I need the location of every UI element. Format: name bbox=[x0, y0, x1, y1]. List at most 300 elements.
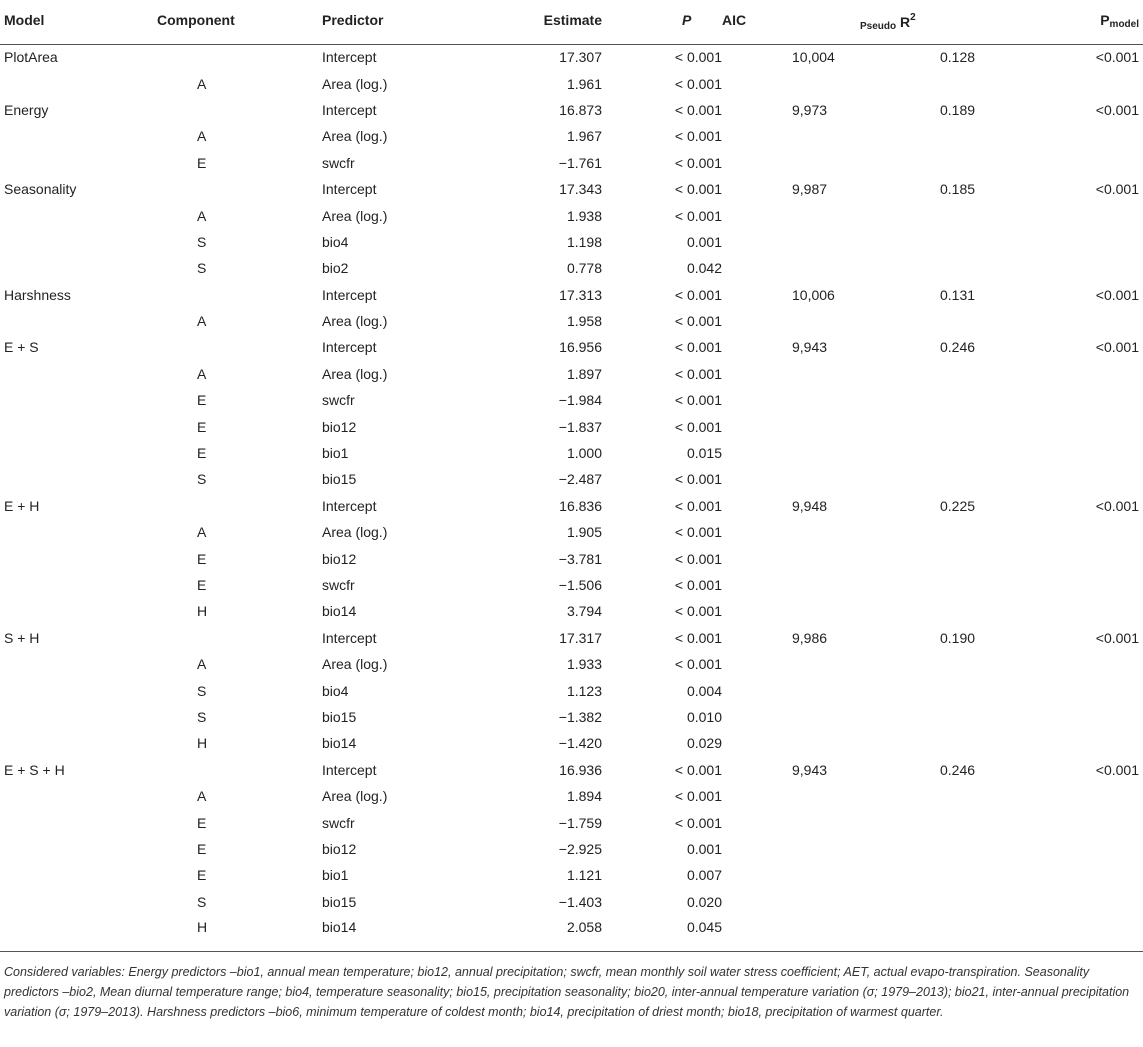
table-row bbox=[0, 545, 1143, 571]
cell-pmodel bbox=[1000, 202, 1143, 228]
cell-aic bbox=[722, 836, 860, 862]
table-footnote: Considered variables: Energy predictors –bio1, annual mean temperature; bio12, annual precipitation; swcfr, mean monthly soil water stress coefficient; AET, actual evapo-transpiration. Seasonality predictors –bio2, Mean diurnal temperature range; bio4, temperature seasonality; bio15, precipitation seasonality; bio20, inter-annual temperature variation (σ; 1979–2013); bio21, inter-annual precipitation variation (σ; 1979–2013). Harshness predictors –bio6, minimum temperature of coldest month; bio14, precipitation of driest month; bio18, precipitation of warmest quarter. bbox=[4, 964, 1130, 1019]
cell-p-value: 0.020 bbox=[686, 893, 722, 910]
cell-component: A bbox=[197, 313, 207, 330]
cell-estimate: 16.836 bbox=[559, 497, 602, 514]
cell-aic: 9,986 bbox=[792, 629, 828, 646]
cell-p-value: < 0.001 bbox=[674, 788, 722, 805]
cell-predictor: bio14 bbox=[322, 735, 357, 752]
cell-pseudo-r2 bbox=[860, 70, 1000, 96]
table-row bbox=[0, 440, 1143, 466]
cell-pmodel bbox=[1000, 572, 1143, 598]
cell-aic bbox=[722, 70, 860, 96]
cell-pseudo-r2 bbox=[860, 387, 1000, 413]
table-row bbox=[0, 176, 1143, 202]
cell-estimate: 2.058 bbox=[486, 915, 602, 952]
header-pmodel-sub: model bbox=[1109, 19, 1139, 30]
cell-aic bbox=[722, 545, 860, 571]
cell-pseudo-r2 bbox=[860, 862, 1000, 888]
cell-pmodel bbox=[1000, 862, 1143, 888]
table-row bbox=[0, 229, 1143, 255]
cell-estimate: 1.123 bbox=[566, 682, 602, 699]
cell-aic bbox=[722, 677, 860, 703]
cell-pmodel bbox=[1000, 651, 1143, 677]
header-pmodel-base: P bbox=[1100, 12, 1110, 28]
table-row bbox=[0, 466, 1143, 492]
table-row bbox=[0, 598, 1143, 624]
cell-component: A bbox=[197, 128, 207, 145]
cell-estimate: 3.794 bbox=[566, 603, 602, 620]
cell-model bbox=[0, 572, 157, 598]
table-row bbox=[0, 282, 1143, 308]
cell-p-value: < 0.001 bbox=[674, 471, 722, 488]
cell-pmodel: <0.001 bbox=[1095, 286, 1139, 303]
cell-aic bbox=[722, 413, 860, 439]
cell-pmodel bbox=[1000, 466, 1143, 492]
cell-pmodel bbox=[1000, 783, 1143, 809]
cell-model bbox=[0, 783, 157, 809]
header-row bbox=[0, 0, 1143, 44]
cell-pmodel bbox=[1000, 70, 1143, 96]
cell-predictor: bio1 bbox=[322, 445, 349, 462]
cell-estimate: −1.403 bbox=[558, 893, 602, 910]
cell-component bbox=[157, 757, 322, 783]
cell-pmodel bbox=[1000, 413, 1143, 439]
cell-pseudo-r2 bbox=[860, 519, 1000, 545]
cell-p-value: < 0.001 bbox=[674, 497, 722, 514]
cell-p-value: 0.042 bbox=[686, 260, 722, 277]
cell-p-value: 0.045 bbox=[602, 915, 722, 952]
header-model: Model bbox=[0, 0, 157, 44]
cell-estimate: −1.382 bbox=[558, 708, 602, 725]
cell-estimate: 16.873 bbox=[559, 101, 602, 118]
cell-p-value: < 0.001 bbox=[674, 101, 722, 118]
header-pseudo-prefix: Pseudo bbox=[860, 21, 897, 32]
header-pseudo-r2 bbox=[860, 0, 1000, 44]
cell-pmodel bbox=[1000, 915, 1143, 952]
cell-p-value: < 0.001 bbox=[674, 603, 722, 620]
cell-aic: 10,006 bbox=[792, 286, 835, 303]
table-row bbox=[0, 862, 1143, 888]
cell-model: Harshness bbox=[4, 286, 71, 303]
cell-estimate: 16.956 bbox=[559, 339, 602, 356]
cell-p-value: < 0.001 bbox=[674, 761, 722, 778]
cell-model bbox=[0, 308, 157, 334]
table-row bbox=[0, 730, 1143, 756]
table-body bbox=[0, 44, 1143, 951]
cell-model bbox=[0, 202, 157, 228]
table-row bbox=[0, 651, 1143, 677]
cell-pmodel bbox=[1000, 889, 1143, 915]
cell-aic bbox=[722, 730, 860, 756]
cell-component: E bbox=[197, 154, 207, 171]
cell-p-value: < 0.001 bbox=[674, 154, 722, 171]
cell-pseudo-r2 bbox=[860, 413, 1000, 439]
cell-aic bbox=[722, 308, 860, 334]
cell-component: A bbox=[197, 788, 207, 805]
cell-model bbox=[0, 70, 157, 96]
cell-estimate: −1.759 bbox=[558, 814, 602, 831]
cell-pseudo-r2 bbox=[860, 255, 1000, 281]
cell-predictor: bio4 bbox=[322, 682, 349, 699]
cell-pseudo-r2: 0.225 bbox=[940, 497, 976, 514]
cell-pseudo-r2 bbox=[860, 651, 1000, 677]
cell-aic bbox=[722, 572, 860, 598]
cell-component: E bbox=[197, 418, 207, 435]
cell-predictor: Intercept bbox=[322, 181, 377, 198]
cell-estimate: 1.933 bbox=[566, 656, 602, 673]
cell-pseudo-r2 bbox=[860, 466, 1000, 492]
cell-estimate: 1.121 bbox=[566, 867, 602, 884]
table-row bbox=[0, 150, 1143, 176]
cell-aic: 9,943 bbox=[792, 339, 828, 356]
cell-p-value: 0.004 bbox=[686, 682, 722, 699]
cell-predictor: Area (log.) bbox=[322, 788, 388, 805]
cell-pseudo-r2 bbox=[860, 809, 1000, 835]
cell-component: H bbox=[197, 735, 208, 752]
cell-p-value: < 0.001 bbox=[674, 656, 722, 673]
cell-component bbox=[157, 176, 322, 202]
cell-p-value: < 0.001 bbox=[674, 49, 722, 66]
cell-model: E + S bbox=[4, 339, 39, 356]
cell-pseudo-r2: 0.190 bbox=[940, 629, 976, 646]
cell-estimate: 17.313 bbox=[559, 286, 602, 303]
cell-model bbox=[0, 915, 157, 952]
cell-pseudo-r2 bbox=[860, 889, 1000, 915]
table-row bbox=[0, 413, 1143, 439]
cell-model bbox=[0, 889, 157, 915]
table-row bbox=[0, 123, 1143, 149]
cell-pmodel bbox=[1000, 730, 1143, 756]
cell-pmodel bbox=[1000, 255, 1143, 281]
cell-p-value: < 0.001 bbox=[674, 418, 722, 435]
cell-p-value: 0.010 bbox=[686, 708, 722, 725]
cell-p-value: 0.001 bbox=[686, 840, 722, 857]
cell-predictor: swcfr bbox=[322, 814, 355, 831]
cell-pmodel bbox=[1000, 387, 1143, 413]
cell-model bbox=[0, 361, 157, 387]
cell-predictor: Intercept bbox=[322, 761, 377, 778]
table-row bbox=[0, 70, 1143, 96]
header-r2-sup: 2 bbox=[910, 12, 916, 23]
cell-estimate: −1.984 bbox=[558, 392, 602, 409]
cell-pseudo-r2 bbox=[860, 915, 1000, 952]
cell-p-value: 0.007 bbox=[686, 867, 722, 884]
cell-pseudo-r2: 0.131 bbox=[940, 286, 976, 303]
cell-estimate: −1.420 bbox=[558, 735, 602, 752]
cell-model bbox=[0, 229, 157, 255]
cell-pmodel: <0.001 bbox=[1095, 181, 1139, 198]
table-row bbox=[0, 202, 1143, 228]
cell-predictor: Area (log.) bbox=[322, 128, 388, 145]
cell-pmodel bbox=[1000, 123, 1143, 149]
header-component: Component bbox=[157, 0, 322, 44]
cell-predictor: Intercept bbox=[322, 339, 377, 356]
cell-component: E bbox=[197, 392, 207, 409]
cell-aic bbox=[722, 704, 860, 730]
cell-component: S bbox=[197, 233, 207, 250]
cell-aic bbox=[722, 440, 860, 466]
cell-p-value: < 0.001 bbox=[674, 577, 722, 593]
cell-predictor: Area (log.) bbox=[322, 313, 388, 330]
cell-model bbox=[0, 150, 157, 176]
table-row bbox=[0, 519, 1143, 545]
cell-predictor: bio4 bbox=[322, 233, 349, 250]
table-row bbox=[0, 704, 1143, 730]
cell-predictor: Area (log.) bbox=[322, 524, 388, 541]
cell-predictor: bio15 bbox=[322, 893, 357, 910]
cell-aic bbox=[722, 202, 860, 228]
cell-p-value: < 0.001 bbox=[674, 313, 722, 330]
cell-pseudo-r2 bbox=[860, 440, 1000, 466]
table-row bbox=[0, 493, 1143, 519]
cell-pseudo-r2 bbox=[860, 202, 1000, 228]
cell-component: S bbox=[197, 708, 207, 725]
cell-component: E bbox=[197, 550, 207, 567]
cell-estimate: 1.894 bbox=[566, 788, 602, 805]
cell-aic: 9,948 bbox=[792, 497, 828, 514]
cell-pmodel bbox=[1000, 704, 1143, 730]
header-p: P bbox=[602, 0, 722, 44]
table-row bbox=[0, 97, 1143, 123]
cell-pmodel bbox=[1000, 361, 1143, 387]
cell-model bbox=[0, 730, 157, 756]
cell-predictor: bio14 bbox=[322, 915, 486, 952]
cell-p-value: < 0.001 bbox=[674, 75, 722, 92]
table-row bbox=[0, 889, 1143, 915]
cell-estimate: −2.487 bbox=[558, 471, 602, 488]
cell-model bbox=[0, 466, 157, 492]
cell-model bbox=[0, 809, 157, 835]
cell-component: H bbox=[197, 603, 208, 620]
cell-predictor: bio14 bbox=[322, 603, 357, 620]
cell-pmodel bbox=[1000, 519, 1143, 545]
cell-pseudo-r2 bbox=[860, 150, 1000, 176]
cell-component: A bbox=[197, 207, 207, 224]
header-r2-base: R bbox=[900, 14, 911, 30]
cell-estimate: 0.778 bbox=[566, 260, 602, 277]
cell-model: PlotArea bbox=[4, 49, 58, 66]
table-row bbox=[0, 361, 1143, 387]
header-estimate: Estimate bbox=[486, 0, 602, 44]
cell-pmodel: <0.001 bbox=[1095, 629, 1139, 646]
cell-predictor: swcfr bbox=[322, 577, 355, 593]
table-row bbox=[0, 757, 1143, 783]
cell-predictor: bio15 bbox=[322, 471, 357, 488]
cell-component bbox=[157, 97, 322, 123]
cell-pseudo-r2 bbox=[860, 545, 1000, 571]
cell-p-value: 0.015 bbox=[686, 445, 722, 462]
cell-model bbox=[0, 598, 157, 624]
cell-model bbox=[0, 677, 157, 703]
cell-aic bbox=[722, 255, 860, 281]
cell-predictor: Intercept bbox=[322, 629, 377, 646]
cell-aic bbox=[722, 387, 860, 413]
cell-pmodel bbox=[1000, 809, 1143, 835]
cell-model bbox=[0, 836, 157, 862]
cell-model bbox=[0, 519, 157, 545]
table-row bbox=[0, 572, 1143, 598]
cell-pseudo-r2: 0.246 bbox=[940, 339, 976, 356]
table-row bbox=[0, 677, 1143, 703]
cell-pmodel: <0.001 bbox=[1095, 49, 1139, 66]
cell-component bbox=[157, 625, 322, 651]
table-row bbox=[0, 625, 1143, 651]
cell-aic bbox=[722, 466, 860, 492]
cell-p-value: < 0.001 bbox=[674, 339, 722, 356]
cell-pseudo-r2 bbox=[860, 836, 1000, 862]
cell-component: A bbox=[197, 524, 207, 541]
cell-component: E bbox=[197, 577, 207, 593]
table-row bbox=[0, 809, 1143, 835]
cell-pseudo-r2: 0.246 bbox=[940, 761, 976, 778]
cell-pmodel bbox=[1000, 598, 1143, 624]
cell-predictor: bio1 bbox=[322, 867, 349, 884]
cell-aic bbox=[722, 889, 860, 915]
cell-pseudo-r2 bbox=[860, 783, 1000, 809]
cell-predictor: bio12 bbox=[322, 840, 357, 857]
cell-model: Energy bbox=[4, 101, 49, 118]
cell-estimate: 1.967 bbox=[566, 128, 602, 145]
cell-model bbox=[0, 413, 157, 439]
cell-pmodel bbox=[1000, 677, 1143, 703]
cell-pmodel: <0.001 bbox=[1095, 101, 1139, 118]
cell-predictor: Area (log.) bbox=[322, 207, 388, 224]
cell-model bbox=[0, 387, 157, 413]
cell-estimate: 1.961 bbox=[566, 75, 602, 92]
cell-pseudo-r2 bbox=[860, 598, 1000, 624]
cell-pmodel bbox=[1000, 836, 1143, 862]
cell-model bbox=[0, 651, 157, 677]
cell-component: A bbox=[197, 365, 207, 382]
table-row bbox=[0, 308, 1143, 334]
cell-estimate: −1.761 bbox=[558, 154, 602, 171]
cell-p-value: < 0.001 bbox=[674, 286, 722, 303]
cell-model bbox=[0, 440, 157, 466]
cell-p-value: < 0.001 bbox=[674, 524, 722, 541]
header-pmodel bbox=[1000, 0, 1143, 44]
table-row bbox=[0, 334, 1143, 360]
cell-predictor: Area (log.) bbox=[322, 656, 388, 673]
header-predictor: Predictor bbox=[322, 0, 486, 44]
cell-aic: 10,004 bbox=[792, 49, 835, 66]
cell-aic bbox=[722, 915, 860, 952]
cell-estimate: 17.317 bbox=[559, 629, 602, 646]
cell-aic bbox=[722, 361, 860, 387]
cell-aic bbox=[722, 150, 860, 176]
cell-p-value: 0.029 bbox=[686, 735, 722, 752]
cell-component: S bbox=[197, 893, 207, 910]
table-row bbox=[0, 783, 1143, 809]
cell-pseudo-r2 bbox=[860, 308, 1000, 334]
cell-aic: 9,987 bbox=[792, 181, 828, 198]
cell-pmodel: <0.001 bbox=[1095, 339, 1139, 356]
cell-component: S bbox=[197, 471, 207, 488]
table-header bbox=[0, 0, 1143, 44]
cell-estimate: 17.343 bbox=[559, 181, 602, 198]
cell-component: E bbox=[197, 814, 207, 831]
cell-model: S + H bbox=[4, 629, 40, 646]
cell-estimate: 1.000 bbox=[566, 445, 602, 462]
cell-predictor: Intercept bbox=[322, 101, 377, 118]
cell-model bbox=[0, 255, 157, 281]
table-row bbox=[0, 387, 1143, 413]
cell-p-value: < 0.001 bbox=[674, 629, 722, 646]
table-row bbox=[0, 836, 1143, 862]
cell-predictor: bio2 bbox=[322, 260, 349, 277]
cell-pseudo-r2 bbox=[860, 730, 1000, 756]
cell-pseudo-r2: 0.189 bbox=[940, 101, 976, 118]
cell-p-value: < 0.001 bbox=[674, 365, 722, 382]
cell-estimate: −1.506 bbox=[558, 577, 602, 593]
cell-component: A bbox=[197, 656, 207, 673]
cell-p-value: < 0.001 bbox=[674, 128, 722, 145]
cell-pmodel bbox=[1000, 150, 1143, 176]
cell-aic bbox=[722, 809, 860, 835]
cell-pseudo-r2: 0.128 bbox=[940, 49, 976, 66]
cell-estimate: 1.198 bbox=[566, 233, 602, 250]
cell-component: A bbox=[197, 75, 207, 92]
cell-p-value: 0.001 bbox=[686, 233, 722, 250]
cell-component bbox=[157, 44, 322, 70]
cell-pmodel: <0.001 bbox=[1095, 497, 1139, 514]
cell-predictor: Area (log.) bbox=[322, 365, 388, 382]
cell-p-value: < 0.001 bbox=[674, 550, 722, 567]
cell-model: E + H bbox=[4, 497, 40, 514]
cell-predictor: bio15 bbox=[322, 708, 357, 725]
cell-predictor: Intercept bbox=[322, 49, 377, 66]
cell-component: E bbox=[197, 840, 207, 857]
cell-aic bbox=[722, 123, 860, 149]
cell-predictor: Intercept bbox=[322, 497, 377, 514]
cell-estimate: 16.936 bbox=[559, 761, 602, 778]
cell-predictor: bio12 bbox=[322, 550, 357, 567]
table-row bbox=[0, 44, 1143, 70]
cell-predictor: swcfr bbox=[322, 154, 355, 171]
cell-component bbox=[157, 334, 322, 360]
cell-predictor: Intercept bbox=[322, 286, 377, 303]
cell-model bbox=[0, 862, 157, 888]
table-row bbox=[0, 915, 1143, 952]
cell-p-value: < 0.001 bbox=[674, 392, 722, 409]
cell-component: H bbox=[157, 915, 322, 952]
cell-predictor: Area (log.) bbox=[322, 75, 388, 92]
cell-aic: 9,943 bbox=[792, 761, 828, 778]
cell-pseudo-r2 bbox=[860, 572, 1000, 598]
cell-aic bbox=[722, 519, 860, 545]
cell-estimate: 17.307 bbox=[559, 49, 602, 66]
cell-pseudo-r2 bbox=[860, 677, 1000, 703]
cell-pseudo-r2 bbox=[860, 123, 1000, 149]
cell-pseudo-r2 bbox=[860, 229, 1000, 255]
cell-model bbox=[0, 123, 157, 149]
cell-estimate: 1.897 bbox=[566, 365, 602, 382]
cell-estimate: −3.781 bbox=[558, 550, 602, 567]
table-row bbox=[0, 255, 1143, 281]
cell-component: E bbox=[197, 867, 207, 884]
cell-pmodel: <0.001 bbox=[1095, 761, 1139, 778]
cell-component bbox=[157, 493, 322, 519]
cell-estimate: −2.925 bbox=[558, 840, 602, 857]
cell-aic bbox=[722, 229, 860, 255]
cell-p-value: < 0.001 bbox=[674, 181, 722, 198]
cell-aic: 9,973 bbox=[792, 101, 828, 118]
cell-model bbox=[0, 545, 157, 571]
cell-aic bbox=[722, 651, 860, 677]
cell-aic bbox=[722, 783, 860, 809]
cell-aic bbox=[722, 598, 860, 624]
cell-pseudo-r2: 0.185 bbox=[940, 181, 976, 198]
